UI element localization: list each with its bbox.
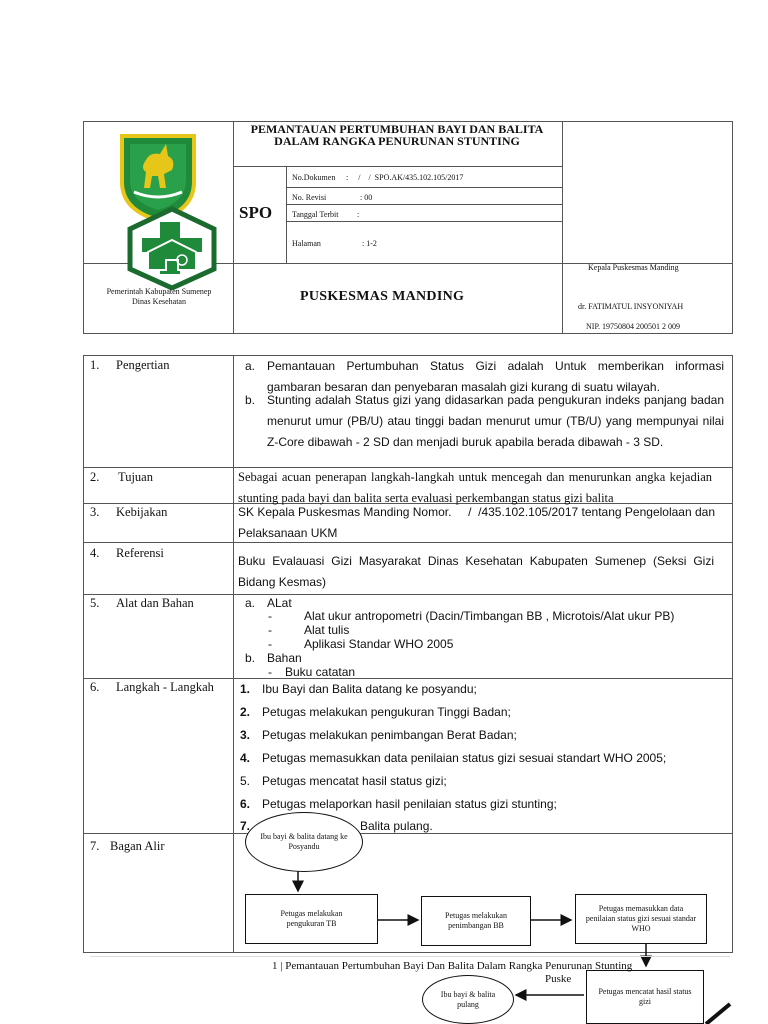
flow-end: Ibu bayi & balita pulang (422, 975, 514, 1024)
section-label: Tujuan (118, 470, 153, 484)
flow-start: Ibu bayi & balita datang ke Posyandu (245, 812, 363, 872)
definition-a: Pemantauan Pertumbuhan Status Gizi adalah Untuk memberikan informasi gambaran besaran dan penyebaran masalah gizi kurang di suatu wilayah. (267, 359, 724, 394)
signer-name: dr. FATIMATUL INSYONIYAH (578, 302, 684, 311)
material-item: - Buku catatan (268, 665, 356, 679)
step-item: 7. Balita pulang. (240, 819, 433, 834)
org-line-1: Pemerintah Kabupaten Sumenep (106, 287, 212, 296)
step-item: 1. Ibu Bayi dan Balita datang ke posyandu; (240, 682, 477, 696)
puskesmas-name: PUSKESMAS MANDING (300, 289, 465, 304)
flow-record-result: Petugas mencatat hasil status gizi (586, 970, 704, 1024)
purpose-text: Sebagai acuan penerapan langkah-langkah untuk mencegah dan menurunkan angka kejadian stunting pada bayi dan balita serta evaluasi perkembangan status gizi balita (238, 470, 712, 505)
policy-text: SK Kepala Puskesmas Manding Nomor. / /435.102.105/2017 tentang Pengelolaan dan Pelaksanaan UKM (238, 505, 719, 540)
step-item: 4. Petugas memasukkan data penilaian status gizi sesuai standart WHO 2005; (240, 750, 667, 765)
signer-title: Kepala Puskesmas Manding (588, 263, 679, 272)
section-label: Referensi (116, 546, 164, 560)
doc-number-value: : / / SPO.AK/435.102.105/2017 (346, 173, 464, 182)
section-number: 7. (90, 839, 100, 853)
revision-value: : 00 (360, 193, 373, 202)
item-marker: b. (245, 393, 256, 407)
section-number: 3. (90, 505, 100, 519)
reference-text: Buku Evalauasi Gizi Masyarakat Dinas Kesehatan Kabupaten Sumenep (Seksi Gizi Bidang Kesmas) (238, 554, 714, 589)
signer-nip: NIP. 19750804 200501 2 009 (586, 322, 681, 331)
section-label: Langkah - Langkah (116, 680, 214, 694)
flow-measure-height: Petugas melakukan pengukuran TB (245, 894, 378, 944)
spo-label: SPO (239, 203, 273, 222)
page-value: : 1-2 (362, 239, 377, 248)
item-marker: b. (245, 651, 256, 665)
tools-heading: ALat (267, 596, 292, 610)
tool-item: - Aplikasi Standar WHO 2005 (268, 637, 454, 651)
flow-weigh: Petugas melakukan penimbangan BB (421, 896, 531, 946)
flow-arrowhead (706, 1004, 730, 1024)
section-number: 6. (90, 680, 100, 694)
footer-text: 1 | Pemantauan Pertumbuhan Bayi Dan Balita Dalam Rangka Penurunan Stunting (272, 960, 633, 972)
doc-number-label: No.Dokumen (292, 173, 336, 182)
footer-text-2: Puske (545, 973, 572, 985)
step-item: 2. Petugas melakukan pengukuran Tinggi Badan; (240, 704, 511, 719)
tool-item: - Alat tulis (268, 623, 350, 637)
definition-b: Stunting adalah Status gizi yang didasarkan pada pengukuran indeks panjang badan menurut umur (PB/U) atau tinggi badan menurut umur (TB/U) yang mempunyai nilai Z-Core dibawah - 2 SD dan menjadi buruk apabila berada dibawah - 3 SD. (267, 393, 724, 449)
org-line-2: Dinas Kesehatan (132, 297, 186, 306)
section-number: 4. (90, 546, 100, 560)
step-item: 5. Petugas mencatat hasil status gizi; (240, 773, 447, 788)
section-number: 1. (90, 358, 100, 372)
tool-item: - Alat ukur antropometri (Dacin/Timbangan BB , Microtois/Alat ukur PB) (268, 609, 675, 623)
item-marker: a. (245, 359, 256, 373)
section-label: Bagan Alir (110, 839, 165, 853)
step-item: 3. Petugas melakukan penimbangan Berat Badan; (240, 727, 517, 742)
section-label: Pengertian (116, 358, 170, 372)
revision-label: No. Revisi (292, 193, 327, 202)
step-item: 6. Petugas melaporkan hasil penilaian status gizi stunting; (240, 796, 557, 811)
footer-rule (90, 956, 730, 957)
document-title: PEMANTAUAN PERTUMBUHAN BAYI DAN BALITA DALAM RANGKA PENURUNAN STUNTING (250, 122, 544, 148)
flow-input-data: Petugas memasukkan data penilaian status gizi sesuai standar WHO (575, 894, 707, 944)
section-label: Kebijakan (116, 505, 168, 519)
section-label: Alat dan Bahan (116, 596, 194, 610)
materials-heading: Bahan (267, 651, 302, 665)
issue-date-label: Tanggal Terbit (292, 210, 339, 219)
issue-date-value: : (357, 210, 360, 219)
section-number: 5. (90, 596, 100, 610)
item-marker: a. (245, 596, 256, 610)
section-number: 2. (90, 470, 100, 484)
page-label: Halaman (292, 239, 321, 248)
